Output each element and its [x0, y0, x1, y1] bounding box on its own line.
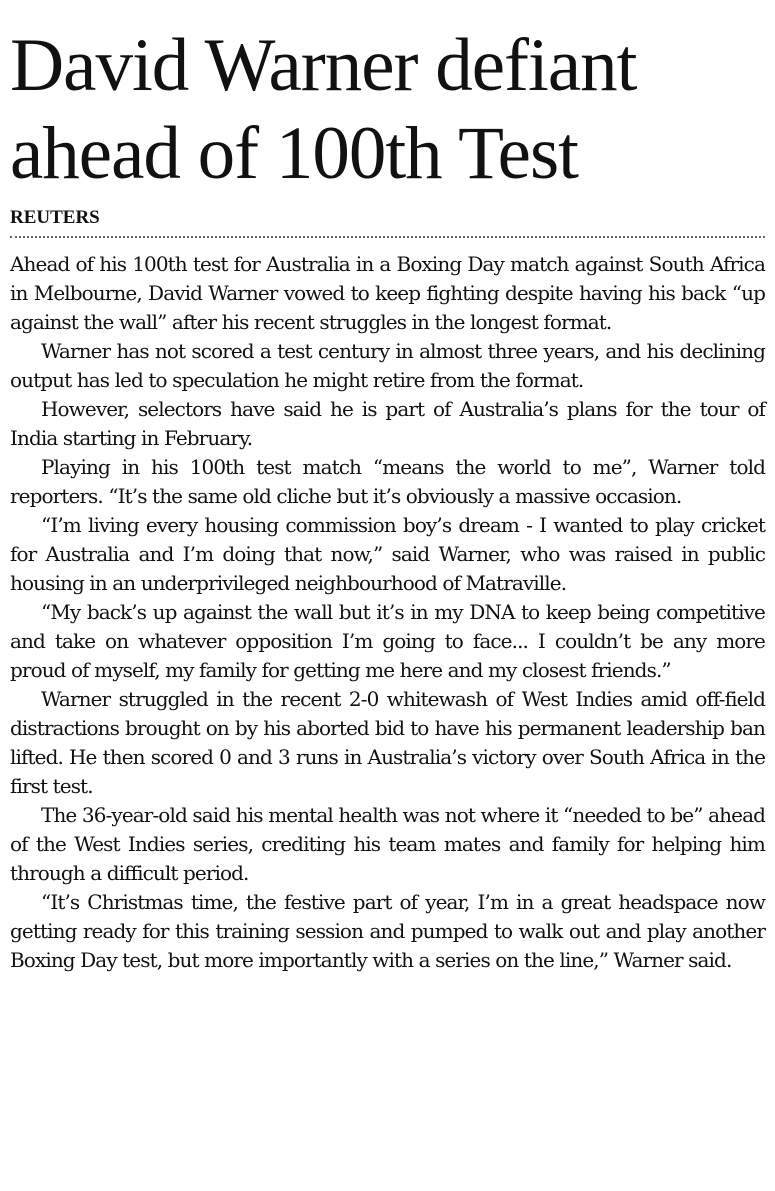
- article-body: [10, 250, 765, 975]
- paragraph: “I’m living every housing commission boy’s dream - I wanted to play cricket for Australia and I’m doing that now,” said Warner, who was raised in public housing in an underprivileged neighbourhood of Matraville.: [10, 513, 765, 595]
- paragraph: Warner struggled in the recent 2-0 whitewash of West Indies amid off-field distractions brought on by his aborted bid to have his permanent leadership ban lifted. He then scored 0 and 3 runs in Australia’s victory over South Africa in the first test.: [10, 687, 765, 798]
- paragraph: However, selectors have said he is part of Australia’s plans for the tour of India starting in February.: [10, 397, 765, 450]
- dotted-divider: [10, 236, 765, 238]
- headline: [10, 22, 765, 198]
- paragraph: Warner has not scored a test century in almost three years, and his declining output has led to speculation he might retire from the format.: [10, 339, 765, 392]
- headline-line-2: ahead of 100th Test: [10, 112, 578, 195]
- paragraph: “It’s Christmas time, the festive part of year, I’m in a great headspace now getting ready for this training session and pumped to walk out and play another Boxing Day test, but more importantly with a series on the line,” Warner said.: [10, 890, 765, 972]
- headline-line-1: David Warner defiant: [10, 24, 637, 107]
- paragraph: “My back’s up against the wall but it’s in my DNA to keep being competitive and take on whatever opposition I’m going to face... I couldn’t be any more proud of myself, my family for getting me here and my closest friends.”: [10, 600, 765, 682]
- byline: REUTERS: [10, 207, 100, 228]
- paragraph: Playing in his 100th test match “means the world to me”, Warner told reporters. “It’s the same old cliche but it’s obviously a massive occasion.: [10, 455, 765, 508]
- paragraph: The 36-year-old said his mental health was not where it “needed to be” ahead of the West Indies series, crediting his team mates and family for helping him through a difficult period.: [10, 803, 765, 885]
- article: [10, 22, 765, 975]
- paragraph: Ahead of his 100th test for Australia in a Boxing Day match against South Africa in Melbourne, David Warner vowed to keep fighting despite having his back “up against the wall” after his recent struggles in the longest format.: [10, 252, 765, 334]
